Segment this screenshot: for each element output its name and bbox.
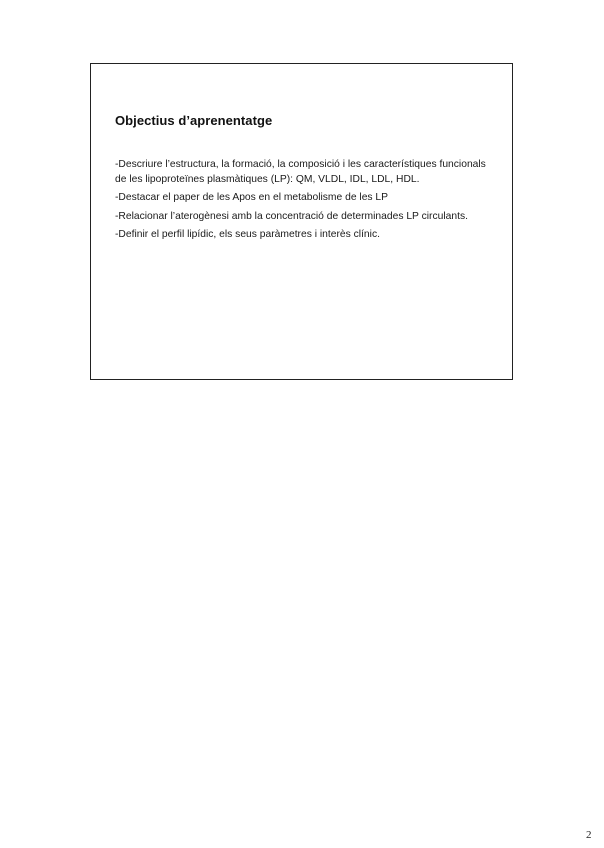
- slide-frame: [90, 63, 513, 380]
- objectives-list: [115, 158, 499, 247]
- objective-item: -Definir el perfil lipídic, els seus paràmetres i interès clínic.: [115, 229, 380, 240]
- slide-title: Objectius d’aprenentatge: [115, 113, 273, 128]
- objective-item: -Relacionar l’aterogènesi amb la concentració de determinades LP circulants.: [115, 210, 468, 222]
- objective-item: -Descriure l’estructura, la formació, la composició i les característiques funcionals de les lipoproteïnes plasmàtiques (LP): QM, VLDL, IDL, LDL, HDL.: [115, 159, 486, 185]
- page-number: 2: [586, 829, 592, 841]
- objective-item: -Destacar el paper de les Apos en el metabolisme de les LP: [115, 192, 389, 203]
